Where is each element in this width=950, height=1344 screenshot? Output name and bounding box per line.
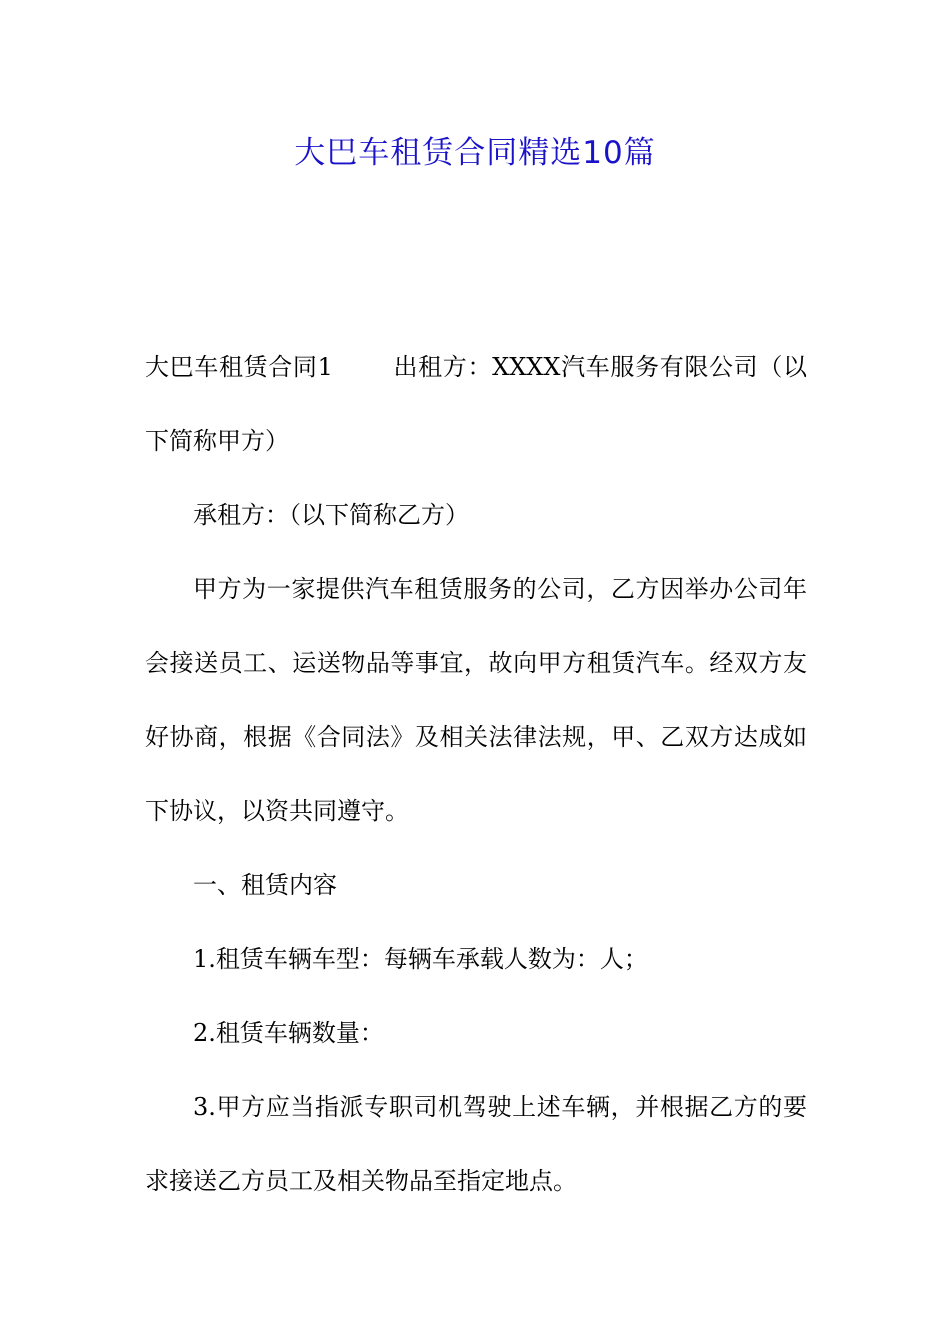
contract-intro-paragraph (145, 330, 807, 478)
section-heading: 一、租赁内容 (193, 871, 337, 899)
lessor-text: 出租方：XXXX汽车服务有限公司（以下简称甲方） (145, 353, 807, 455)
clause-3: 3.甲方应当指派专职司机驾驶上述车辆，并根据乙方的要求接送乙方员工及相关物品至指定地点。 (145, 1093, 807, 1195)
clause-2: 2.租赁车辆数量： (193, 1019, 384, 1047)
lessee-paragraph: 承租方：（以下简称乙方） (193, 501, 469, 529)
document-title: 大巴车租赁合同精选10篇 (294, 135, 656, 171)
contract-heading: 大巴车租赁合同1 (145, 353, 333, 381)
preamble-paragraph: 甲方为一家提供汽车租赁服务的公司，乙方因举办公司年会接送员工、运送物品等事宜，故向甲方租赁汽车。经双方友好协商，根据《合同法》及相关法律法规，甲、乙双方达成如下协议，以资共同遵守。 (145, 575, 807, 825)
document-body (145, 330, 807, 1218)
clause-1: 1.租赁车辆车型：每辆车承载人数为：人； (193, 945, 648, 973)
